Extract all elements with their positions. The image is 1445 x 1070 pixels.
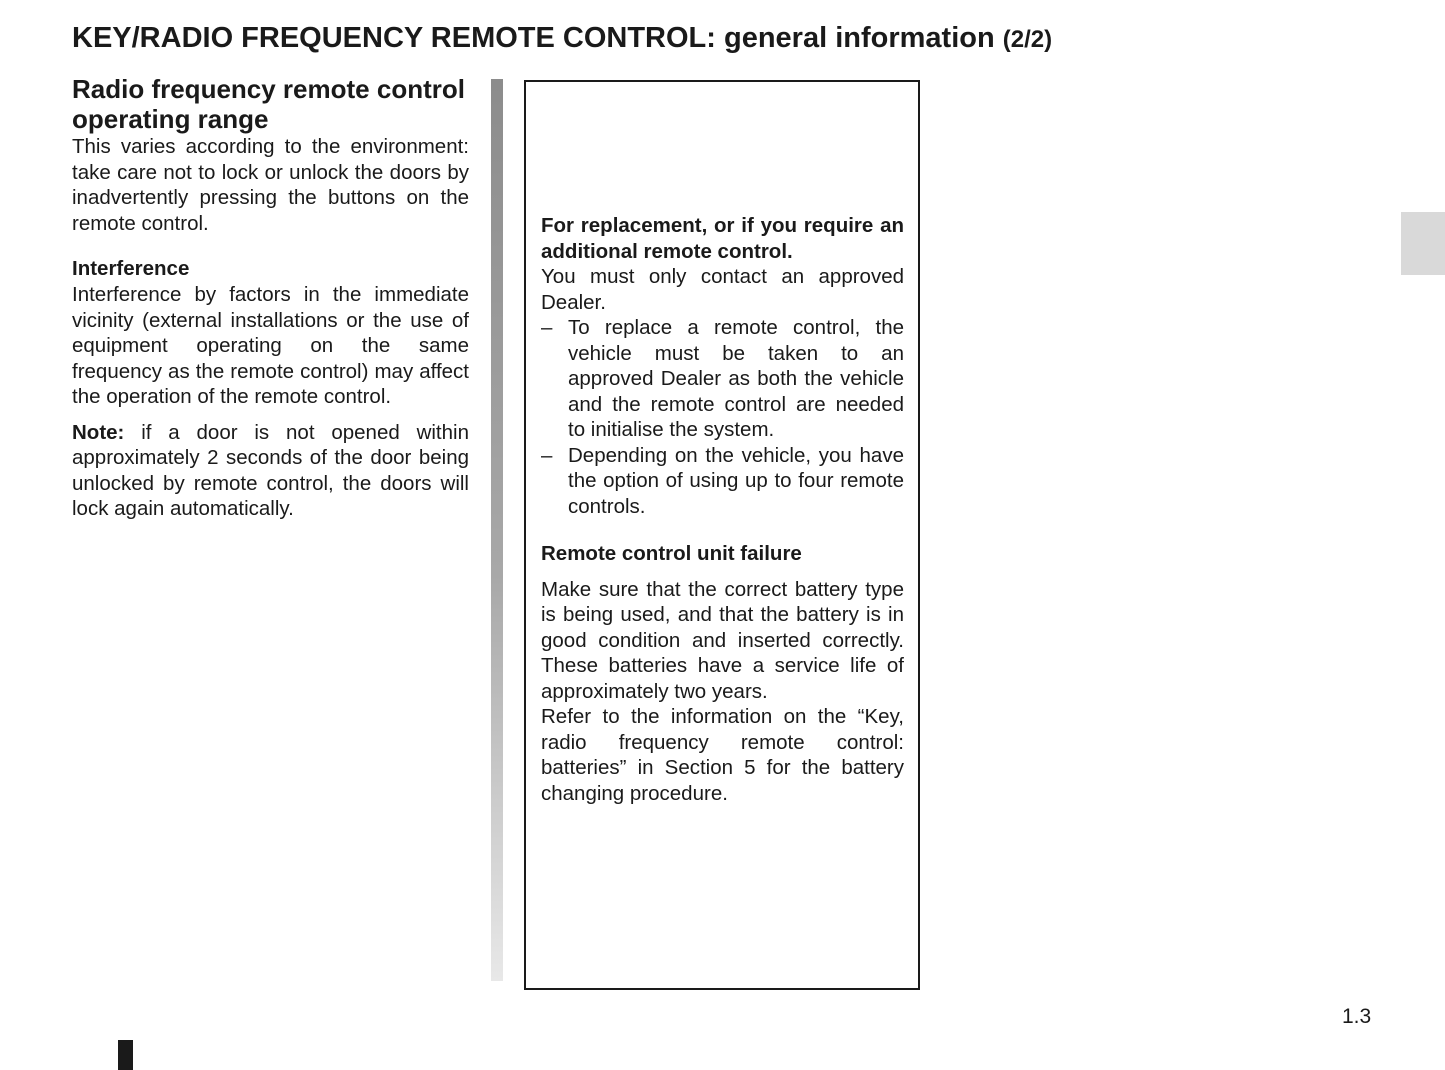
page-part-indicator: (2/2) [1002, 26, 1053, 53]
replacement-heading: For replacement, or if you require an additional remote control. [541, 214, 904, 263]
info-box [524, 80, 920, 990]
page-title-text: KEY/RADIO FREQUENCY REMOTE CONTROL: general information [72, 22, 995, 54]
list-item-text: To replace a remote control, the vehicle must be taken to an approved Dealer as both the vehicle and the remote control are needed to initialise the system. [568, 316, 904, 441]
info-box-content [541, 213, 904, 806]
operating-range-heading: Radio frequency remote control operating range [72, 74, 465, 134]
column-divider-bar [491, 79, 503, 981]
crop-mark [118, 1040, 133, 1070]
section-thumb-tab [1401, 212, 1445, 275]
interference-heading: Interference [72, 257, 190, 280]
left-column [72, 74, 469, 522]
note-label: Note: [72, 420, 125, 444]
page-title [72, 22, 1052, 55]
dash-bullet: – [541, 443, 553, 467]
dash-bullet: – [541, 316, 553, 339]
interference-text: Interference by factors in the immediate vicinity (external installations or the use of equipment operating on the same frequency as the remote control) may affect the operation of the remote control. [72, 283, 469, 408]
note-paragraph [72, 420, 469, 522]
failure-heading: Remote control unit failure [541, 542, 802, 565]
replacement-list [541, 315, 904, 519]
note-text: if a door is not opened within approximately 2 seconds of the door being unlocked by remote control, the doors will lock again automatically. [72, 420, 469, 520]
page-number: 1.3 [1342, 1005, 1372, 1028]
failure-refer-text: Refer to the information on the “Key, radio frequency remote control: batteries” in Section 5 for the battery changing procedure. [541, 705, 904, 805]
operating-range-text: This varies according to the environment: take care not to lock or unlock the doors by inadvertently pressing the buttons on the remote control. [72, 135, 469, 235]
list-item [541, 315, 904, 443]
failure-text: Make sure that the correct battery type is being used, and that the battery is in good condition and inserted correctly. These batteries have a service life of approximately two years. [541, 577, 904, 703]
list-item-text: Depending on the vehicle, you have the option of using up to four remote controls. [568, 443, 904, 518]
replacement-intro: You must only contact an approved Dealer. [541, 265, 904, 314]
list-item [541, 443, 904, 520]
